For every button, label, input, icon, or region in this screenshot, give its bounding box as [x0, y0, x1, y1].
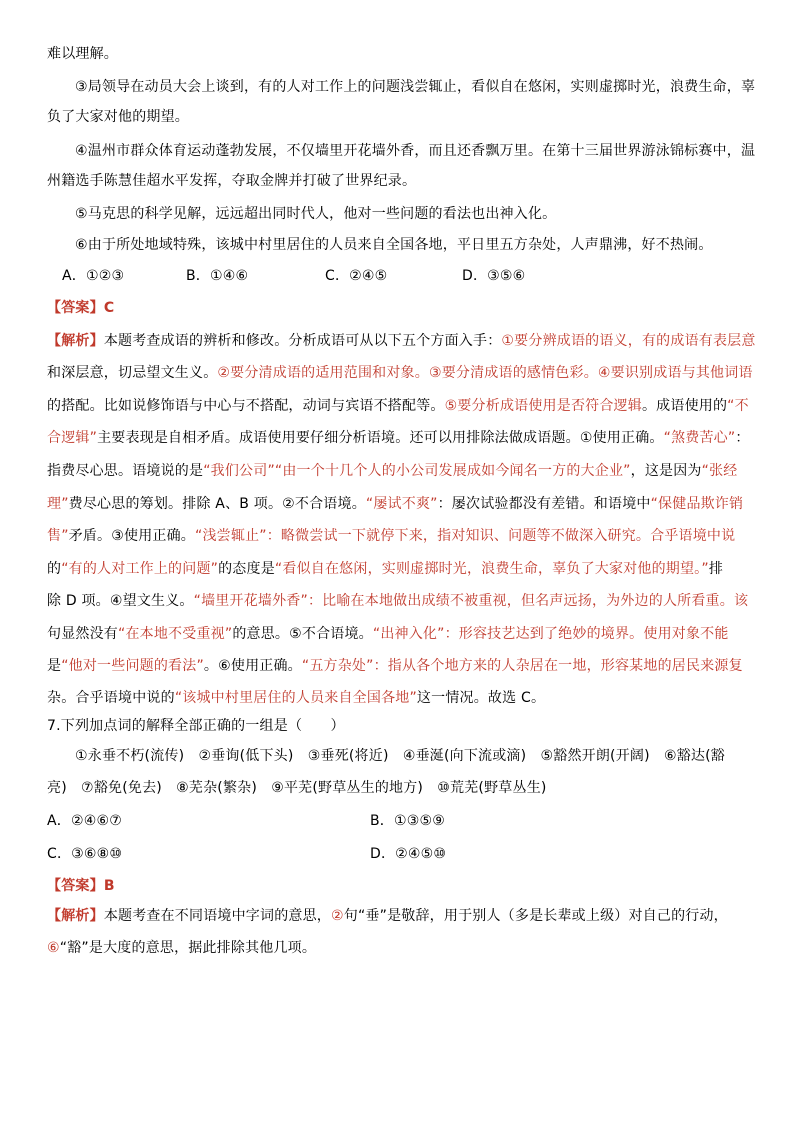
analysis-label: 【解析】: [47, 908, 104, 924]
analysis-line-10: 句显然没有“在本地不受重视”的意思。⑤不合语境。“出神入化”：形容技艺达到了绝妙的境界。使用对象不能: [47, 626, 729, 642]
q7-option-d: D．②④⑤⑩: [370, 846, 447, 862]
option-c: C．②④⑤: [325, 268, 388, 284]
sentence-3-cont: 负了大家对他的期望。: [47, 109, 189, 125]
answer-label: 【答案】: [47, 878, 104, 894]
q7-answer-line: [47, 876, 115, 896]
sentence-6: ⑥由于所处地域特殊，该城中村里居住的人员来自全国各地，平日里五方杂处，人声鼎沸，好不热闹。: [75, 237, 713, 253]
q7-analysis-line-1: 【解析】本题考查在不同语境中字词的意思，②句“垂”是敬辞，用于别人（多是长辈或上级）对自己的行动，: [47, 908, 728, 924]
analysis-line-7: 售”矛盾。③使用正确。“浅尝辄止”：略微尝试一下就停下来，指对知识、问题等不做深入研究。合乎语境中说: [47, 528, 736, 544]
analysis-line-4: 合逻辑”主要表现是自相矛盾。成语使用要仔细分析语境。还可以用排除法做成语题。①使用正确。“煞费苦心”：: [47, 430, 750, 446]
analysis-label: 【解析】: [47, 333, 104, 349]
question-7-items-cont: 亮) ⑦豁免(免去) ⑧芜杂(繁杂) ⑨平芜(野草丛生的地方) ⑩荒芜(野草丛生): [47, 780, 547, 796]
question-7-stem: 7.下列加点词的解释全部正确的一组是（ ）: [47, 718, 345, 734]
option-a: A．①②③: [62, 268, 125, 284]
option-b: B．①④⑥: [186, 268, 249, 284]
analysis-line-8: 的“有的人对工作上的问题”的态度是“看似自在悠闲，实则虚掷时光，浪费生命，辜负了大家对他的期望。”排: [47, 561, 724, 577]
text-line: 难以理解。: [47, 46, 118, 62]
q7-option-a: A．②④⑥⑦: [47, 813, 122, 829]
analysis-line-11: 是“他对一些问题的看法”。⑥使用正确。“五方杂处”：指从各个地方来的人杂居在一地，形容某地的居民来源复: [47, 658, 743, 674]
sentence-3: ③局领导在动员大会上谈到，有的人对工作上的问题浅尝辄止，看似自在悠闲，实则虚掷时光，浪费生命，辜: [75, 79, 756, 95]
sentence-5: ⑤马克思的科学见解，远远超出同时代人，他对一些问题的看法也出神入化。: [75, 206, 557, 222]
analysis-line-12: 杂。合乎语境中说的“该城中村里居住的人员来自全国各地”这一情况。故选 C。: [47, 690, 546, 706]
answer-value: B: [103, 878, 115, 894]
q7-option-c: C．③⑥⑧⑩: [47, 846, 123, 862]
analysis-line-1: 【解析】本题考查成语的辨析和修改。分析成语可从以下五个方面入手：①要分辨成语的语义，有的成语有表层意: [47, 333, 756, 349]
analysis-line-6: 理”费尽心思的筹划。排除 A、B 项。②不合语境。“屡试不爽”：屡次试验都没有差错。和语境中“保健品欺诈销: [47, 496, 744, 512]
q7-analysis-line-2: ⑥“豁”是大度的意思，据此排除其他几项。: [47, 940, 317, 956]
analysis-line-5: 指费尽心思。语境说的是“我们公司”“由一个十几个人的小公司发展成如今闻名一方的大企业”，这是因为“张经: [47, 463, 738, 479]
analysis-line-2: 和深层意，切忌望文生义。②要分清成语的适用范围和对象。③要分清成语的感情色彩。④要识别成语与其他词语: [47, 365, 753, 381]
analysis-line-9: 除 D 项。④望文生义。“墙里开花墙外香”：比喻在本地做出成绩不被重视，但名声远扬，为外边的人所看重。该: [47, 593, 749, 609]
answer-line: [47, 298, 114, 318]
q7-option-b: B．①③⑤⑨: [370, 813, 446, 829]
answer-value: C: [103, 300, 115, 316]
question-7-items: ①永垂不朽(流传) ②垂询(低下头) ③垂死(将近) ④垂涎(向下流或滴) ⑤豁然开朗(开阔) ⑥豁达(豁: [75, 748, 725, 764]
sentence-4: ④温州市群众体育运动蓬勃发展，不仅墙里开花墙外香，而且还香飘万里。在第十三届世界游泳锦标赛中，温: [75, 143, 756, 159]
answer-label: 【答案】: [47, 300, 104, 316]
analysis-line-3: 的搭配。比如说修饰语与中心与不搭配，动词与宾语不搭配等。⑤要分析成语使用是否符合逻辑。成语使用的“不: [47, 398, 749, 414]
sentence-4-cont: 州籍选手陈慧佳超水平发挥，夺取金牌并打破了世界纪录。: [47, 173, 417, 189]
option-d: D．③⑤⑥: [462, 268, 526, 284]
